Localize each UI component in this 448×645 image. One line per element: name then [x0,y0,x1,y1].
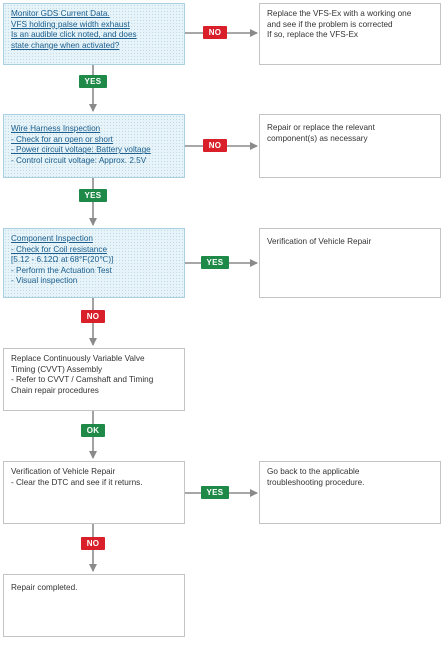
step-replace-cvvt [3,348,185,411]
result-replace-vfs-ex [259,3,441,65]
yes-badge: YES [79,189,107,202]
step-line: - Check for Coil resistance [11,244,108,254]
no-badge: NO [81,537,105,550]
step-verification [3,461,185,524]
step-line: - Power circuit voltage: Battery voltage [11,145,151,155]
result-line: and see if the problem is corrected [267,19,393,29]
step-line: - Perform the Actuation Test [11,265,112,275]
step-line: - Control circuit voltage: Approx. 2.5V [11,155,147,165]
step-line: state change when activated? [11,40,120,50]
step-line: Is an audible click noted, and does [11,30,137,40]
step-line: - Check for an open or short [11,134,113,144]
yes-badge: YES [201,486,229,499]
step-line: Wire Harness Inspection [11,124,101,133]
step-line: - Clear the DTC and see if it returns. [11,477,143,487]
result-line: If so, replace the VFS-Ex [267,30,359,40]
no-badge: NO [203,26,227,39]
no-badge: NO [203,139,227,152]
result-line: Replace the VFS-Ex with a working one [267,9,412,18]
step-monitor-gds [3,3,185,65]
step-line: Timing (CVVT) Assembly [11,364,103,374]
step-line: - Visual inspection [11,276,78,286]
step-line: Component Inspection [11,234,93,243]
step-line: Verification of Vehicle Repair [11,467,116,476]
step-wire-harness-inspection [3,114,185,178]
yes-badge: YES [201,256,229,269]
yes-badge: YES [79,75,107,88]
step-line: Repair completed. [11,583,78,592]
step-line: [5.12 - 6.12Ω at 68°F(20℃)] [11,255,114,265]
step-line: - Refer to CVVT / Camshaft and Timing [11,375,154,385]
result-line: Verification of Vehicle Repair [267,237,372,246]
step-line: Replace Continuously Variable Valve [11,354,145,363]
step-repair-completed [3,574,185,637]
result-verification [259,228,441,298]
no-badge: NO [81,310,105,323]
result-repair-components [259,114,441,178]
result-line: Repair or replace the relevant [267,123,375,132]
step-line: VFS holding palse width exhaust [11,19,130,29]
ok-badge: OK [81,424,105,437]
step-line: Chain repair procedures [11,385,99,395]
step-line: Monitor GDS Current Data. [11,9,110,18]
result-line: troubleshooting procedure. [267,477,365,487]
result-line: Go back to the applicable [267,467,360,476]
step-component-inspection [3,228,185,298]
result-go-back [259,461,441,524]
result-line: component(s) as necessary [267,133,368,143]
